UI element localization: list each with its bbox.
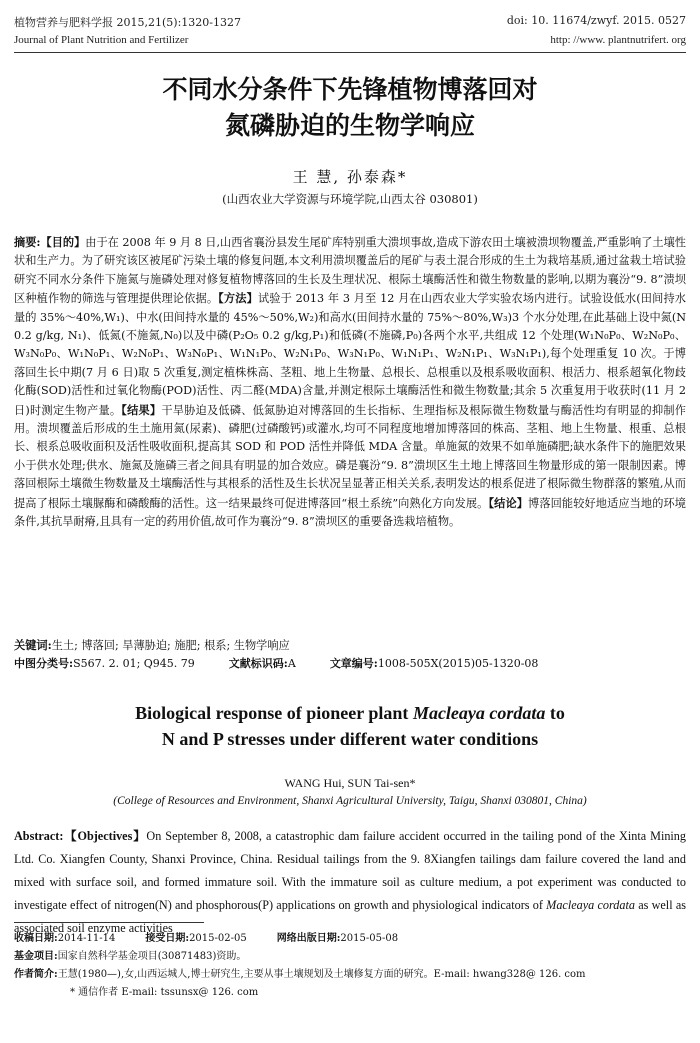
journal-url[interactable]: http: //www. plantnutrifert. org bbox=[550, 34, 686, 46]
affiliation-en: (College of Resources and Environment, Shanxi Agricultural University, Taigu, Shanxi 030801, China) bbox=[113, 795, 587, 807]
corresponding-author: * 通信作者 E-mail: tssunsx@ 126. com bbox=[70, 987, 259, 998]
fund-label: 基金项目: bbox=[14, 951, 58, 962]
journal-citation-cn: 植物营养与肥料学报 2015,21(5):1320-1327 bbox=[14, 16, 241, 29]
author-bio-text: 王慧(1980—),女,山西运城人,博士研究生,主要从事土壤规划及土壤修复方面的研究。E-mail: hwang328@ 126. com bbox=[57, 969, 586, 980]
accepted-label: 接受日期: bbox=[145, 933, 190, 944]
objectives-en-label: 【Objectives】 bbox=[63, 829, 147, 843]
affiliation-cn: (山西农业大学资源与环境学院,山西太谷 030801) bbox=[222, 192, 478, 206]
title-en-line1: Biological response of pioneer plant Macleaya cordata to bbox=[135, 703, 565, 723]
title-cn bbox=[0, 72, 700, 144]
article-no-value: 1008-505X(2015)05-1320-08 bbox=[377, 657, 539, 670]
accepted-date: 2015-02-05 bbox=[189, 933, 247, 944]
result-text: 干旱胁迫及低磷、低氮胁迫对博落回的生长指标、生理指标及根际微生物数量与酶活性均有明显的抑制作用。溃坝覆盖后形成的生土施用氮(尿素)、磷肥(过磷酸钙)或灌水,均可不同程度地增加博落回的株高、茎粗、地上生物量、根重、总根长、根系总吸收面积及活性吸收面积,提高其 SOD 和 POD 活性并降低 MDA 含量。单施氮的效果不如单施磷肥;缺水条件下的施肥效果小于供水处理;供水、施氮及施磷三者之间具有明显的加合效应。磷是襄汾“9. 8”溃坝区生土地上博落回生物量形成的第一限制因素。博落回根际土壤微生物数量及土壤酶活性与其根系的活性及生长状况呈显著正相关关系,表明发达的根系促进了根际微生物群落的繁殖,从而提高了根际土壤脲酶和磷酸酶的活性。这一结果最终可促进博落回“根土系统”向熟化方向发展。 bbox=[14, 403, 686, 510]
doc-code-value: A bbox=[287, 657, 296, 670]
objective-text: 由于在 2008 年 9 月 8 日,山西省襄汾县发生尾矿库特别重大溃坝事故,造成下游农田土壤被溃坝物覆盖,严重影响了土壤性状和生产力。为了研究该区被尾矿污染土壤的修复问题,本文利用溃坝覆盖后的尾矿与表土混合形成的生土为栽培基质,通过盆栽土培试验研究不同水分条件下施氮与施磷处理对修复植物博落回的生长及生理状况、根际土壤酶活性和微生物数量的影响,以期为襄汾“9. 8”溃坝区种植作物的筛选与管理提供理论依据。 bbox=[14, 236, 686, 306]
running-header-en bbox=[14, 34, 686, 46]
article-no-label: 文章编号: bbox=[329, 657, 378, 670]
objective-label: 【目的】 bbox=[40, 235, 86, 249]
online-label: 网络出版日期: bbox=[276, 933, 341, 944]
method-text: 试验于 2013 年 3 月至 12 月在山西农业大学实验农场内进行。试验设低水(田间持水量的 35%～40%,W₁)、中水(田间持水量的 45%～50%,W₂)和高水(田间持水量的 75%～80%,W₃)3 个水分处理,在此基础上设中氮(N 0.2 g/kg, N₁)、低氮(不施氮,N₀)以及中磷(P₂O₅ 0.2 g/kg,P₁)和低磷(不施磷,P₀)各两个水平,共组成 12 个处理(W₁N₀P₀、W₂N₀P₀、W₃N₀P₀、W₁N₀P₁、W₂N₀P₁、W₃N₀P₁、W₁N₁P₀、W₂N₁P₀、W₃N₁P₀、W₁N₁P₁、W₂N₁P₁、W₃N₁P₁),每个处理重复 10 次。于博落回生长中期(7 月 6 日)取 5 次重复,测定植株株高、茎粗、地上生物量、总根长、总根重以及根系吸收面积、根活力、根系超氧化物歧化酶(SOD)活性和过氧化物酶(POD)活性、丙二醛(MDA)含量,并测定根际土壤酶活性和微生物数量;其余 5 次重复用于收获时(11 月 2 日)时测定生物产量。 bbox=[14, 292, 686, 417]
authors-cn: 王 慧, 孙泰森* bbox=[292, 168, 408, 186]
online-date: 2015-05-08 bbox=[340, 933, 399, 944]
conclusion-label: 【结论】 bbox=[488, 495, 529, 510]
keywords-value: 生土; 博落回; 旱薄胁迫; 施肥; 根系; 生物学响应 bbox=[51, 639, 290, 652]
abstract-en-label: Abstract: bbox=[14, 829, 64, 843]
author-bio-row bbox=[14, 968, 686, 982]
doc-code-label: 文献标识码: bbox=[228, 657, 288, 670]
abstract-cn bbox=[14, 233, 686, 532]
received-date: 2014-11-14 bbox=[57, 933, 116, 944]
dates-row bbox=[14, 932, 686, 946]
conclusion-text: 博落回能较好地适应当地的环境条件,其抗旱耐瘠,且具有一定的药用价值,故可作为襄汾“9. 8”溃坝区的重要备选栽培植物。 bbox=[14, 496, 686, 529]
journal-name-en: Journal of Plant Nutrition and Fertilizer bbox=[14, 34, 189, 46]
author-bio-label: 作者简介: bbox=[14, 969, 58, 980]
clc-value: S567. 2. 01; Q945. 79 bbox=[73, 657, 195, 670]
received-label: 收稿日期: bbox=[14, 933, 58, 944]
footnote-divider bbox=[14, 922, 204, 923]
abstract-en-text-cont: as well as associated soil enzyme activities bbox=[14, 898, 686, 935]
title-en-line2: N and P stresses under different water conditions bbox=[161, 729, 539, 749]
keywords-cn bbox=[14, 636, 686, 655]
title-cn-line1: 不同水分条件下先锋植物博落回对 bbox=[162, 75, 538, 104]
species-name: Macleaya cordata bbox=[412, 703, 546, 723]
running-header bbox=[14, 14, 686, 30]
species-name-en: Macleaya cordata bbox=[546, 898, 635, 912]
abstract-label: 摘要: bbox=[14, 235, 41, 249]
keywords-label: 关键词: bbox=[14, 638, 52, 652]
classification-row bbox=[14, 655, 686, 671]
clc-label: 中图分类号: bbox=[14, 657, 74, 670]
abstract-en-text: On September 8, 2008, a catastrophic dam failure accident occurred in the tailing pond of the Xinta Mining Ltd. Co. Xiangfen County, Shanxi Province, China. Residual tailings from the 9. 8Xiangfen tailings dam failure covered the land and mixed with surface soil, and formed immature soil. With the immature soil as culture medium, a pot experiment was conducted to investigate effect of nitrogen(N) and phosphorous(P) applications on growth and physiological indicators of bbox=[14, 829, 686, 912]
title-cn-line2: 氮磷胁迫的生物学响应 bbox=[224, 111, 475, 140]
fund-row bbox=[14, 950, 686, 964]
title-en bbox=[0, 700, 700, 752]
fund-text: 国家自然科学基金项目(30871483)资助。 bbox=[57, 951, 247, 962]
doi[interactable]: doi: 10. 11674/zwyf. 2015. 0527 bbox=[506, 14, 686, 27]
result-label: 【结果】 bbox=[121, 402, 162, 417]
header-divider bbox=[14, 52, 686, 53]
authors-en: WANG Hui, SUN Tai-sen* bbox=[284, 776, 416, 790]
method-label: 【方法】 bbox=[218, 291, 258, 306]
